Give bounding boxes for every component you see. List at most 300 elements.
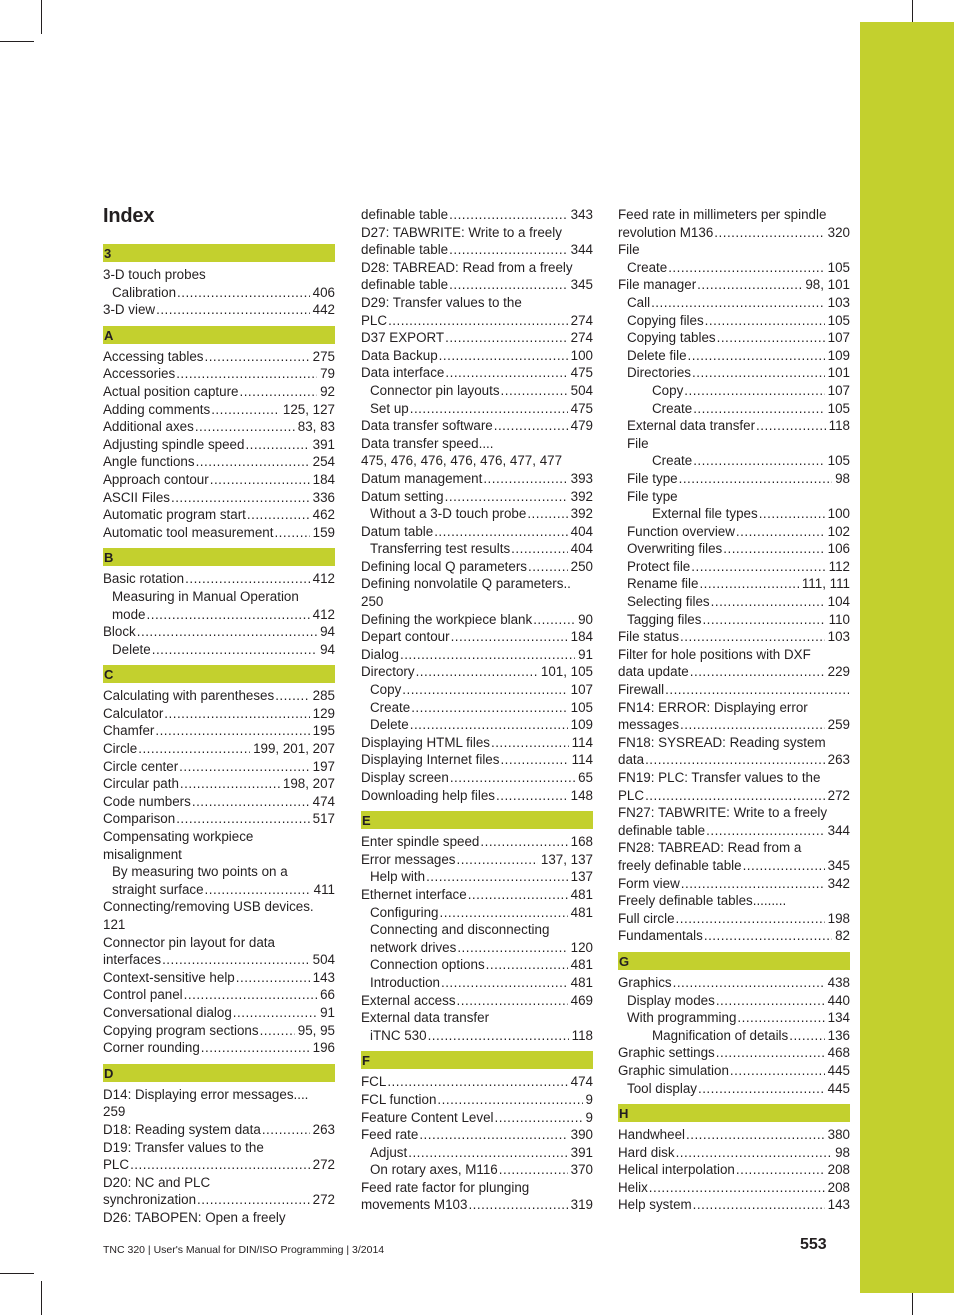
index-term: Automatic tool measurement: [103, 524, 274, 540]
index-entry: [103, 1022, 335, 1040]
page-reference: 445: [827, 1062, 850, 1078]
index-term: Adjust: [370, 1144, 408, 1160]
index-entry: [361, 1109, 593, 1127]
index-entry: [361, 833, 593, 851]
index-term: Graphic settings: [618, 1045, 715, 1061]
page-reference: 105: [827, 453, 850, 469]
dot-leader: [511, 540, 568, 558]
index-entry: [103, 793, 335, 811]
page-reference: 445: [827, 1080, 850, 1096]
index-entry: [103, 969, 335, 987]
index-term: Help with: [370, 869, 426, 885]
index-entry: [103, 506, 335, 524]
page-reference: 380: [827, 1127, 850, 1143]
index-term: Function overview: [627, 523, 735, 539]
dot-leader: [411, 699, 567, 717]
index-entry: [103, 383, 335, 401]
index-entry: [618, 839, 850, 857]
index-term: Calculating with parentheses: [103, 688, 275, 704]
dot-leader: [706, 822, 825, 840]
page-reference: 148: [570, 787, 593, 803]
index-term: Handwheel: [618, 1127, 685, 1143]
page-reference: 92: [320, 383, 335, 399]
dot-leader: [699, 575, 798, 593]
index-term: 259: [103, 1104, 126, 1120]
index-entry: [618, 1144, 850, 1162]
page-reference: 320: [827, 224, 850, 240]
index-term: Displaying Internet files: [361, 752, 500, 768]
index-entry: [103, 489, 335, 507]
index-term: Approach contour: [103, 471, 209, 487]
page-reference: 275: [312, 348, 335, 364]
index-term: Conversational dialog: [103, 1004, 232, 1020]
index-term: Connecting/removing USB devices.: [103, 899, 314, 915]
dot-leader: [402, 681, 567, 699]
index-term: Delete: [112, 641, 151, 657]
page-reference: 391: [312, 436, 335, 452]
dot-leader: [419, 1126, 567, 1144]
dot-leader: [185, 570, 310, 588]
index-entry: [361, 347, 593, 365]
page-reference: 104: [827, 594, 850, 610]
index-entry: [618, 558, 850, 576]
index-term: Delete file: [627, 347, 687, 363]
index-term: Feature Content Level: [361, 1109, 494, 1125]
index-term: Circle: [103, 741, 138, 757]
index-term: D28: TABREAD: Read from a freely: [361, 259, 573, 275]
index-entry: [618, 699, 850, 717]
index-entry: [103, 1139, 335, 1157]
index-entry: [618, 259, 850, 277]
dot-leader: [716, 1044, 825, 1062]
dot-leader: [480, 833, 567, 851]
index-term: Calculator: [103, 705, 164, 721]
index-entry: [103, 1086, 335, 1104]
index-term: Defining the workpiece blank: [361, 611, 533, 627]
page-reference: 272: [312, 1157, 335, 1173]
index-term: Form view: [618, 875, 680, 891]
index-entry: [618, 681, 850, 699]
page-reference: 504: [570, 382, 593, 398]
index-entry: [103, 916, 335, 934]
dot-leader: [698, 1080, 825, 1098]
dot-leader: [176, 810, 309, 828]
index-entry: [361, 417, 593, 435]
index-entry: [618, 505, 850, 523]
dot-leader: [449, 206, 568, 224]
page-reference: 66: [320, 987, 335, 1003]
page-reference: 114: [571, 752, 593, 768]
index-term: With programming: [627, 1010, 737, 1026]
page-reference: 198, 207: [282, 776, 335, 792]
index-term: Protect file: [627, 558, 691, 574]
dot-leader: [743, 857, 825, 875]
index-term: Feed rate factor for plunging: [361, 1179, 530, 1195]
index-entry: [103, 570, 335, 588]
index-entry: [618, 1196, 850, 1214]
index-term: 3-D touch probes: [103, 267, 206, 282]
page-reference: 79: [320, 366, 335, 382]
index-term: Automatic program start: [103, 507, 246, 523]
dot-leader: [668, 259, 824, 277]
dot-leader: [468, 886, 568, 904]
dot-leader: [665, 681, 849, 699]
dot-leader: [426, 868, 568, 886]
index-entry: [618, 1009, 850, 1027]
dot-leader: [155, 722, 309, 740]
dot-leader: [457, 851, 538, 869]
index-term: Adding comments: [103, 401, 211, 417]
index-entry: [361, 663, 593, 681]
page-reference: 475: [570, 365, 593, 381]
index-column-1: [103, 244, 335, 1227]
index-term: Tool display: [627, 1080, 697, 1096]
index-entry: [361, 558, 593, 576]
index-term: Without a 3-D touch probe: [370, 506, 527, 522]
section-letter: D: [103, 1064, 335, 1082]
index-entry: [361, 1126, 593, 1144]
dot-leader: [147, 606, 310, 624]
page-reference: 342: [827, 875, 850, 891]
index-entry: [361, 224, 593, 242]
index-entry: [361, 1009, 593, 1027]
dot-leader: [533, 611, 575, 629]
page-reference: 107: [827, 330, 850, 346]
index-entry: [103, 863, 335, 881]
page-reference: 107: [827, 382, 850, 398]
index-entry: [361, 646, 593, 664]
index-term: FN19: PLC: Transfer values to the: [618, 770, 821, 785]
crop-mark: [0, 41, 34, 42]
index-entry: [618, 875, 850, 893]
index-term: Copying program sections: [103, 1022, 259, 1038]
dot-leader: [645, 787, 825, 805]
index-term: data update: [618, 664, 689, 680]
index-entry: [361, 1073, 593, 1091]
page-reference: 229: [827, 664, 850, 680]
index-entry: [618, 611, 850, 629]
index-term: Dialog: [361, 646, 399, 662]
index-entry: [361, 974, 593, 992]
dot-leader: [201, 1039, 310, 1057]
dot-leader: [496, 787, 568, 805]
dot-leader: [676, 910, 825, 928]
index-entry: [618, 910, 850, 928]
index-term: Additional axes: [103, 419, 194, 435]
index-entry: [361, 259, 593, 277]
index-term: Create: [627, 259, 668, 275]
page-reference: 344: [570, 242, 593, 258]
dot-leader: [723, 540, 824, 558]
index-term: D18: Reading system data: [103, 1121, 261, 1137]
index-term: Code numbers: [103, 793, 191, 809]
index-term: Enter spindle speed: [361, 834, 480, 850]
index-term: Measuring in Manual Operation: [112, 588, 299, 604]
index-entry: [618, 892, 850, 910]
index-entry: [361, 628, 593, 646]
index-term: Connection options: [370, 957, 485, 973]
dot-leader: [177, 284, 310, 302]
section-letter: G: [618, 952, 850, 970]
index-term: Firewall: [618, 682, 665, 698]
dot-leader: [697, 276, 802, 294]
dot-leader: [468, 1196, 567, 1214]
index-entry: [103, 348, 335, 366]
dot-leader: [684, 382, 824, 400]
dot-leader: [486, 956, 568, 974]
page-reference: 208: [827, 1179, 850, 1195]
dot-leader: [702, 611, 825, 629]
page-reference: 9: [585, 1091, 593, 1107]
dot-leader: [428, 1027, 569, 1045]
page-reference: 109: [827, 347, 850, 363]
page-reference: 479: [570, 418, 593, 434]
index-term: Hard disk: [618, 1144, 675, 1160]
index-entry: [618, 417, 850, 435]
index-entry: [618, 523, 850, 541]
index-entry: [361, 1144, 593, 1162]
index-term: Delete: [370, 717, 409, 733]
index-entry: [361, 868, 593, 886]
index-term: Actual position capture: [103, 383, 239, 399]
dot-leader: [501, 382, 568, 400]
index-entry: [618, 628, 850, 646]
index-term: Create: [370, 699, 411, 715]
index-term: Circle center: [103, 758, 179, 774]
index-term: External data transfer: [627, 418, 756, 434]
index-term: Help system: [618, 1197, 692, 1213]
page-reference: 343: [570, 207, 593, 222]
index-entry: [361, 206, 593, 224]
dot-leader: [716, 992, 825, 1010]
index-entry: [103, 623, 335, 641]
section-letter: F: [361, 1051, 593, 1069]
dot-leader: [494, 417, 568, 435]
index-entry: [361, 1179, 593, 1197]
dot-leader: [275, 687, 309, 705]
page-reference: 406: [312, 284, 335, 300]
page-reference: 272: [312, 1192, 335, 1208]
index-term: Calibration: [112, 284, 177, 300]
index-entry: [618, 540, 850, 558]
page-reference: 112: [828, 558, 850, 574]
index-entry: [618, 804, 850, 822]
index-term: Copy: [370, 682, 402, 698]
index-term: Fundamentals: [618, 928, 703, 944]
index-term: Graphic simulation: [618, 1062, 729, 1078]
dot-leader: [247, 506, 310, 524]
index-term: Depart contour: [361, 629, 450, 645]
index-term: iTNC 530: [370, 1027, 427, 1043]
page-reference: 345: [570, 277, 593, 293]
page-reference: 440: [827, 992, 850, 1008]
dot-leader: [387, 1073, 567, 1091]
page-reference: 159: [312, 524, 335, 540]
index-term: definable table: [361, 242, 449, 258]
index-entry: [618, 241, 850, 259]
dot-leader: [693, 452, 824, 470]
index-term: Overwriting files: [627, 541, 723, 557]
index-entry: [618, 364, 850, 382]
index-term: Connector pin layouts: [370, 382, 500, 398]
page-reference: 391: [570, 1144, 593, 1160]
index-term: On rotary axes, M116: [370, 1162, 498, 1178]
page-reference: 129: [312, 705, 335, 721]
index-entry: [361, 886, 593, 904]
page-reference: 136: [827, 1027, 850, 1043]
index-term: Call: [627, 294, 651, 310]
page-reference: 137: [570, 869, 593, 885]
index-term: Selecting files: [627, 594, 710, 610]
index-term: 250: [361, 594, 384, 610]
index-entry: [103, 266, 335, 284]
page-reference: 101, 105: [540, 664, 593, 680]
dot-leader: [260, 1022, 295, 1040]
dot-leader: [736, 1161, 825, 1179]
dot-leader: [673, 974, 825, 992]
page-reference: 404: [570, 541, 593, 557]
dot-leader: [441, 974, 568, 992]
page-reference: 105: [827, 400, 850, 416]
index-term: Accessing tables: [103, 348, 204, 364]
page-title: Index: [103, 205, 155, 227]
index-term: Freely definable tables.........: [618, 893, 787, 909]
index-entry: [103, 881, 335, 899]
dot-leader: [705, 312, 825, 330]
page-reference: 95, 95: [297, 1022, 335, 1038]
index-term: PLC: [361, 312, 388, 328]
dot-leader: [439, 347, 568, 365]
index-term: Directories: [627, 365, 691, 381]
page-reference: 272: [827, 787, 850, 803]
page-reference: 344: [827, 822, 850, 838]
index-term: FCL: [361, 1074, 387, 1090]
index-entry: [361, 787, 593, 805]
page-reference: 197: [312, 758, 335, 774]
index-term: Directory: [361, 664, 415, 680]
dot-leader: [197, 1191, 310, 1209]
index-term: FN18: SYSREAD: Reading system: [618, 734, 826, 750]
index-term: 3-D view: [103, 302, 156, 318]
index-entry: [361, 1161, 593, 1179]
page-reference: 184: [570, 629, 593, 645]
index-entry: [361, 505, 593, 523]
page-reference: 392: [570, 506, 593, 522]
index-entry: [103, 810, 335, 828]
dot-leader: [445, 329, 568, 347]
index-term: Introduction: [370, 974, 440, 990]
page-reference: 101: [827, 365, 850, 381]
index-column-2: [361, 206, 593, 1214]
index-entry: [361, 523, 593, 541]
page-reference: 370: [570, 1162, 593, 1178]
dot-leader: [449, 276, 568, 294]
index-entry: [361, 939, 593, 957]
index-entry: [103, 606, 335, 624]
section-letter: 3: [103, 244, 335, 262]
index-entry: [361, 435, 593, 453]
index-entry: [103, 828, 335, 846]
index-term: ASCII Files: [103, 489, 170, 505]
dot-leader: [651, 294, 825, 312]
index-term: 475, 476, 476, 476, 476, 477, 477: [361, 453, 563, 469]
index-entry: [618, 206, 850, 224]
index-entry: [618, 452, 850, 470]
page-reference: 263: [312, 1121, 335, 1137]
page-reference: 198: [827, 910, 850, 926]
page-reference: 481: [570, 904, 593, 920]
index-term: Copy: [652, 382, 684, 398]
index-term: Filter for hole positions with DXF: [618, 646, 811, 662]
index-term: Rename file: [627, 576, 699, 592]
index-entry: [103, 951, 335, 969]
dot-leader: [239, 383, 317, 401]
dot-leader: [457, 992, 568, 1010]
dot-leader: [756, 417, 826, 435]
page-reference: 103: [827, 629, 850, 645]
dot-leader: [439, 904, 567, 922]
dot-leader: [495, 1109, 583, 1127]
index-entry: [361, 329, 593, 347]
page-reference: 481: [570, 957, 593, 973]
dot-leader: [245, 436, 309, 454]
dot-leader: [388, 312, 568, 330]
index-term: D26: TABOPEN: Open a freely: [103, 1209, 286, 1225]
page-reference: 125, 127: [282, 401, 335, 417]
index-term: File: [618, 242, 640, 258]
index-term: Defining local Q parameters: [361, 558, 527, 574]
index-term: misalignment: [103, 846, 182, 862]
index-entry: [618, 329, 850, 347]
index-entry: [618, 435, 850, 453]
page-reference: 168: [570, 834, 593, 850]
index-entry: [361, 904, 593, 922]
page-number: 553: [800, 1236, 827, 1253]
dot-leader: [759, 505, 825, 523]
dot-leader: [184, 986, 317, 1004]
index-term: Data Backup: [361, 347, 438, 363]
dot-leader: [681, 875, 825, 893]
index-term: movements M103: [361, 1197, 468, 1213]
index-term: D37 EXPORT: [361, 330, 445, 346]
index-entry: [361, 992, 593, 1010]
dot-leader: [676, 1144, 833, 1162]
index-term: Connector pin layout for data: [103, 934, 275, 950]
dot-leader: [233, 1004, 317, 1022]
index-entry: [103, 1103, 335, 1121]
index-entry: [103, 284, 335, 302]
dot-leader: [152, 641, 317, 659]
index-term: By measuring two points on a: [112, 864, 288, 880]
index-term: synchronization: [103, 1192, 197, 1208]
index-term: Full circle: [618, 910, 675, 926]
index-term: Comparison: [103, 811, 176, 827]
page-reference: 319: [570, 1197, 593, 1213]
dot-leader: [171, 489, 310, 507]
dot-leader: [180, 775, 280, 793]
index-entry: [103, 775, 335, 793]
page-reference: 254: [312, 454, 335, 470]
page-reference: 111, 111: [801, 576, 850, 592]
index-entry: [361, 540, 593, 558]
dot-leader: [205, 881, 311, 899]
index-entry: [618, 1027, 850, 1045]
page-reference: 475: [570, 400, 593, 416]
index-term: Accessories: [103, 366, 176, 382]
index-entry: [361, 1027, 593, 1045]
dot-leader: [679, 470, 832, 488]
page-reference: 105: [827, 259, 850, 275]
